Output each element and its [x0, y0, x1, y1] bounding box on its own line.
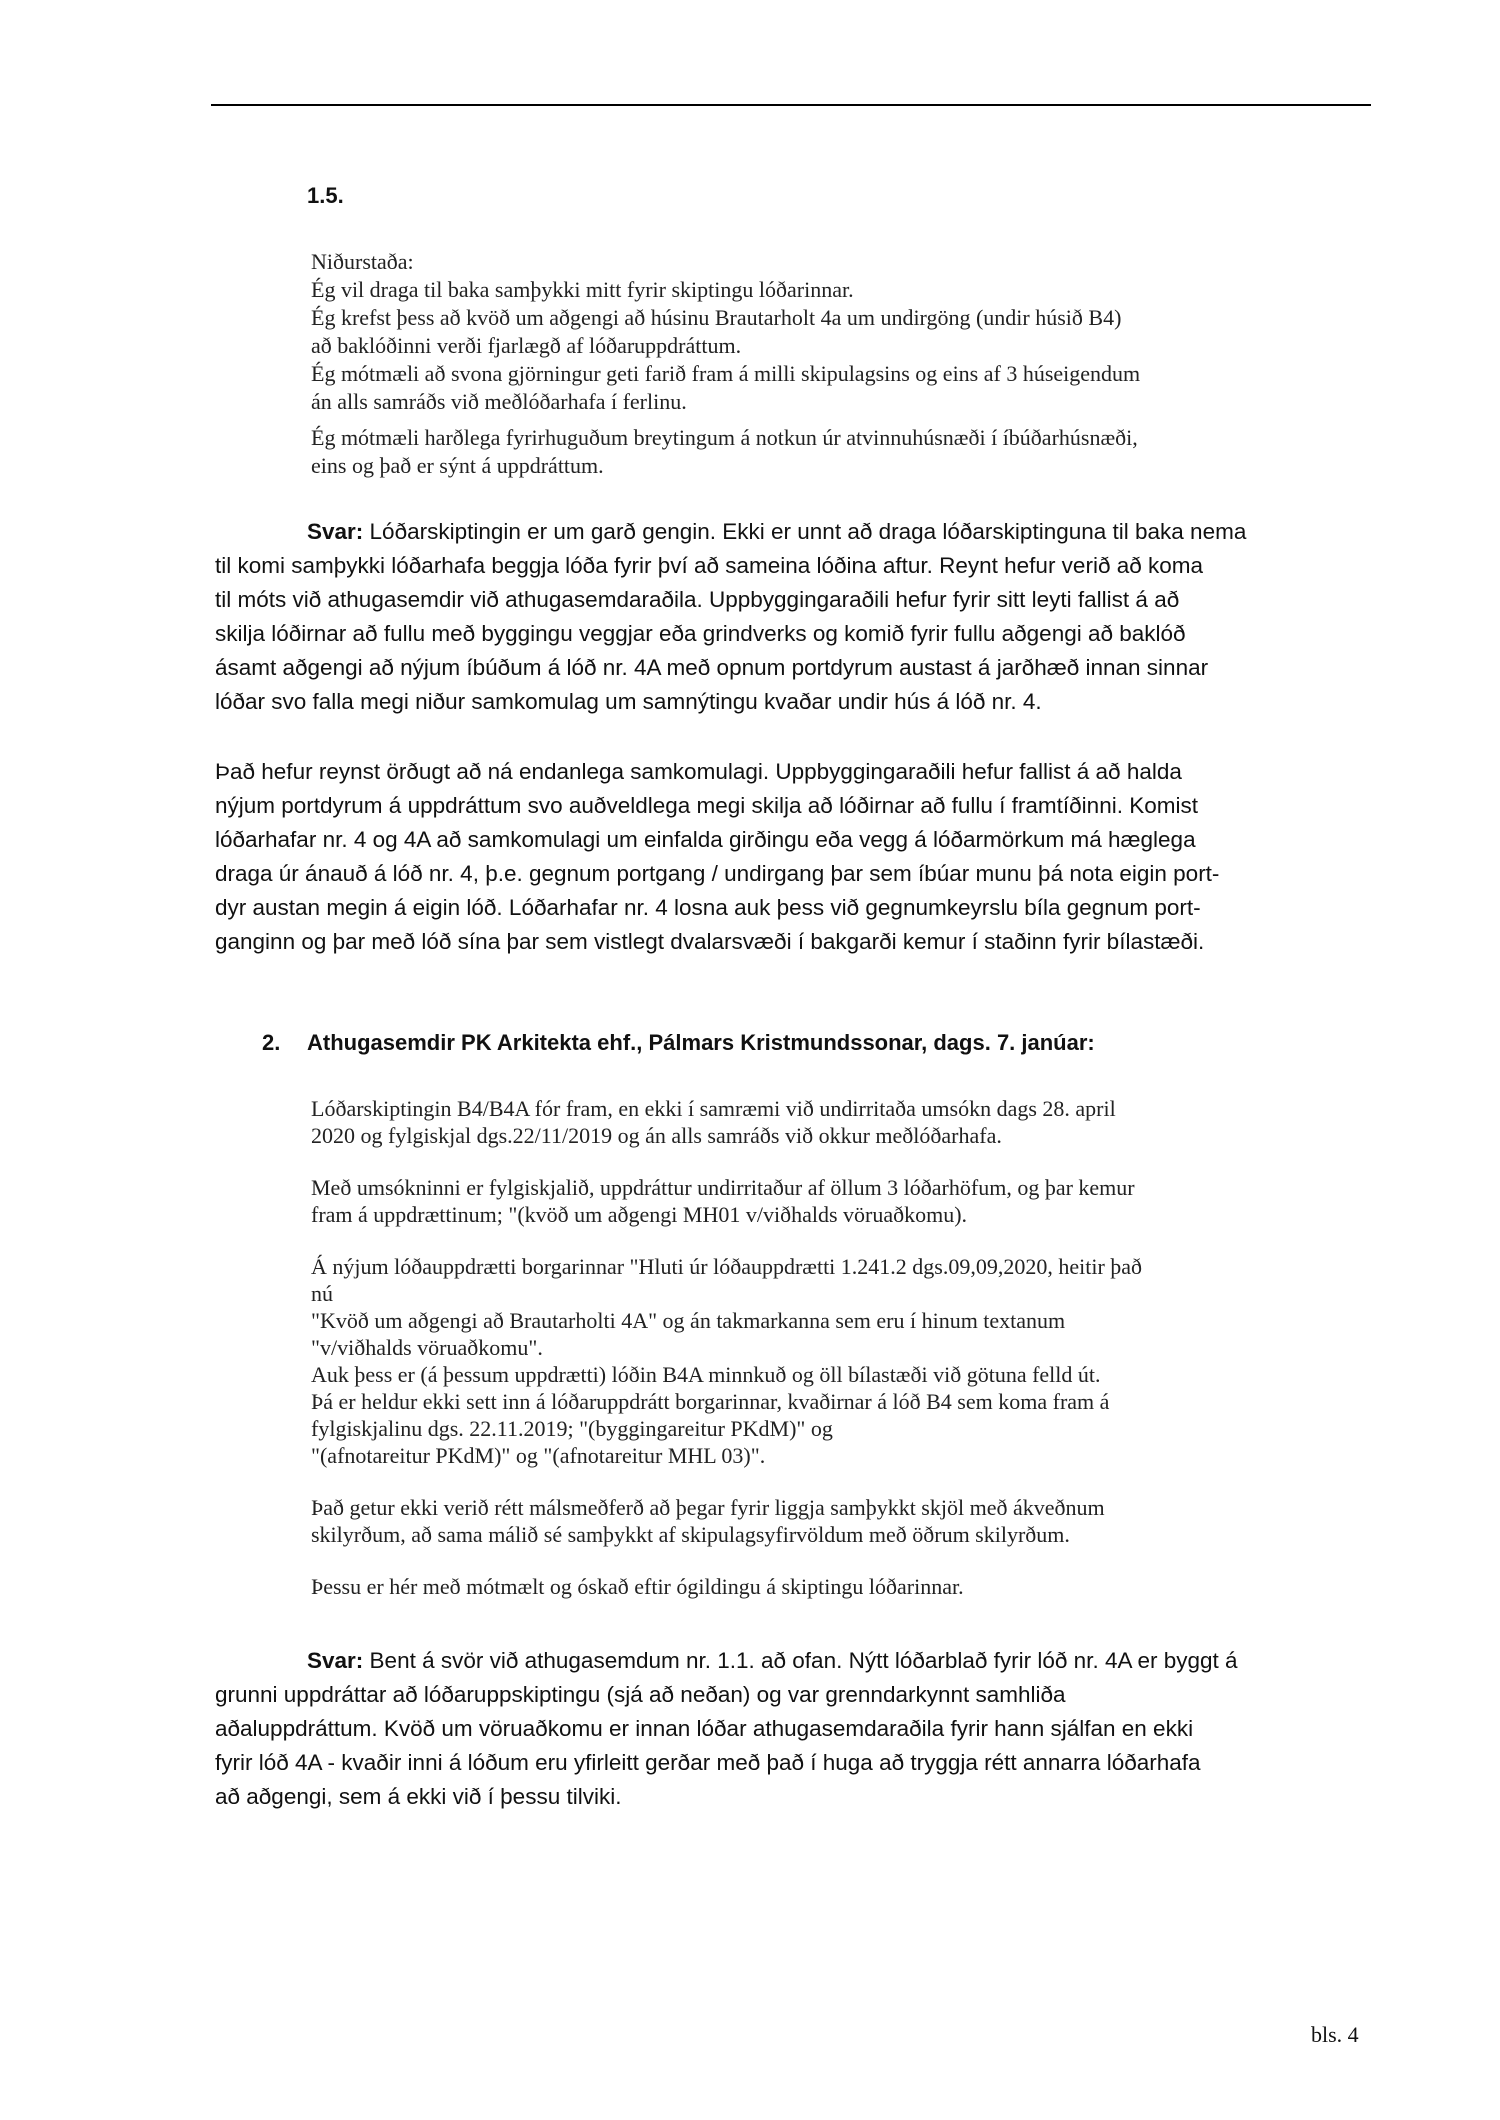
answer-1-5-paragraph-2 — [215, 755, 1219, 959]
answer-label: Svar: — [307, 1648, 364, 1673]
answer-line: aðaluppdráttum. Kvöð um vöruaðkomu er innan lóðar athugasemdaraðila fyrir hann sjálfan en ekki — [215, 1716, 1194, 1741]
quote-line: skilyrðum, að sama málið sé samþykkt af skipulagsyfirvöldum með öðrum skilyrðum. — [311, 1522, 1070, 1547]
answer-1-5 — [215, 515, 1246, 719]
quote-line: Auk þess er (á þessum uppdrætti) lóðin B4A minnkuð og öll bílastæði við götuna felld út. — [311, 1362, 1101, 1387]
quote-line: Á nýjum lóðauppdrætti borgarinnar "Hluti úr lóðauppdrætti 1.241.2 dgs.09,09,2020, heitir það — [311, 1254, 1143, 1279]
section-heading-2 — [262, 1030, 1095, 1056]
page-number: bls. 4 — [1311, 2022, 1359, 2047]
quote-line: "Kvöð um aðgengi að Brautarholti 4A" og án takmarkanna sem eru í hinum textanum — [311, 1308, 1066, 1333]
quote-line: Niðurstaða: — [311, 249, 414, 274]
section-title: Athugasemdir PK Arkitekta ehf., Pálmars Kristmundssonar, dags. 7. janúar: — [307, 1030, 1095, 1055]
header-rule — [211, 104, 1371, 106]
answer-line: til komi samþykki lóðarhafa beggja lóða fyrir því að sameina lóðina aftur. Reynt hefur verið að koma — [215, 553, 1204, 578]
answer-line: draga úr ánauð á lóð nr. 4, þ.e. gegnum portgang / undirgang þar sem íbúar munu þá nota eigin port- — [215, 861, 1220, 886]
quote-line: Þá er heldur ekki sett inn á lóðaruppdrátt borgarinnar, kvaðirnar á lóð B4 sem koma fram á — [311, 1389, 1110, 1414]
quote-line: fylgiskjalinu dgs. 22.11.2019; "(byggingareitur PKdM)" og — [311, 1416, 833, 1441]
answer-line: að aðgengi, sem á ekki við í þessu tilviki. — [215, 1784, 622, 1809]
quote-line: Með umsókninni er fylgiskjalið, uppdráttur undirritaður af öllum 3 lóðarhöfum, og þar kemur — [311, 1175, 1135, 1200]
quote-line: Það getur ekki verið rétt málsmeðferð að þegar fyrir liggja samþykkt skjöl með ákveðnum — [311, 1495, 1105, 1520]
answer-line: grunni uppdráttar að lóðaruppskiptingu (sjá að neðan) og var grenndarkynnt samhliða — [215, 1682, 1066, 1707]
answer-line: fyrir lóð 4A - kvaðir inni á lóðum eru yfirleitt gerðar með það í huga að tryggja rétt annarra lóðarhafa — [215, 1750, 1201, 1775]
section-heading-1-5: 1.5. — [307, 183, 344, 208]
answer-label: Svar: — [307, 519, 364, 544]
quote-line: "v/viðhalds vöruaðkomu". — [311, 1335, 543, 1360]
answer-line: Það hefur reynst örðugt að ná endanlega samkomulagi. Uppbyggingaraðili hefur fallist á að halda — [215, 759, 1182, 784]
quote-line: Ég krefst þess að kvöð um aðgengi að húsinu Brautarholt 4a um undirgöng (undir húsið B4) — [311, 305, 1122, 330]
answer-line: lóðarhafar nr. 4 og 4A að samkomulagi um einfalda girðingu eða vegg á lóðarmörkum má hæglega — [215, 827, 1196, 852]
answer-line: ásamt aðgengi að nýjum íbúðum á lóð nr. 4A með opnum portdyrum austast á jarðhæð innan sinnar — [215, 655, 1209, 680]
quote-line: fram á uppdrættinum; "(kvöð um aðgengi MH01 v/viðhalds vöruaðkomu). — [311, 1202, 968, 1227]
quote-line: Þessu er hér með mótmælt og óskað eftir ógildingu á skiptingu lóðarinnar. — [311, 1574, 964, 1599]
quoted-objection-2 — [311, 1095, 1142, 1600]
quote-line: Ég mótmæli harðlega fyrirhuguðum breytingum á notkun úr atvinnuhúsnæði í íbúðarhúsnæði, — [311, 425, 1138, 450]
quote-line: að baklóðinni verði fjarlægð af lóðaruppdráttum. — [311, 333, 742, 358]
quoted-objection-1-5 — [311, 248, 1140, 480]
quote-line: Lóðarskiptingin B4/B4A fór fram, en ekki í samræmi við undirritaða umsókn dags 28. april — [311, 1096, 1116, 1121]
quote-line: Ég mótmæli að svona gjörningur geti farið fram á milli skipulagsins og eins af 3 húseigendum — [311, 361, 1141, 386]
quote-line: nú — [311, 1281, 333, 1306]
answer-line: skilja lóðirnar að fullu með byggingu veggjar eða grindverks og komið fyrir fullu aðgengi að baklóð — [215, 621, 1186, 646]
quote-line: "(afnotareitur PKdM)" og "(afnotareitur MHL 03)". — [311, 1443, 766, 1468]
quote-line: Ég vil draga til baka samþykki mitt fyrir skiptingu lóðarinnar. — [311, 277, 854, 302]
quote-line: eins og það er sýnt á uppdráttum. — [311, 453, 604, 478]
quote-line: 2020 og fylgiskjal dgs.22/11/2019 og án alls samráðs við okkur meðlóðarhafa. — [311, 1123, 1002, 1148]
answer-line: Bent á svör við athugasemdum nr. 1.1. að ofan. Nýtt lóðarblað fyrir lóð nr. 4A er byggt á — [363, 1648, 1238, 1673]
quote-line: án alls samráðs við meðlóðarhafa í ferlinu. — [311, 389, 687, 414]
section-number: 2. — [262, 1030, 281, 1055]
answer-line: til móts við athugasemdir við athugasemdaraðila. Uppbyggingaraðili hefur fyrir sitt leyti fallist á að — [215, 587, 1180, 612]
answer-2 — [215, 1644, 1238, 1814]
answer-line: ganginn og þar með lóð sína þar sem vistlegt dvalarsvæði í bakgarði kemur í staðinn fyrir bílastæði. — [215, 929, 1205, 954]
answer-line: lóðar svo falla megi niður samkomulag um samnýtingu kvaðar undir hús á lóð nr. 4. — [215, 689, 1042, 714]
answer-line: dyr austan megin á eigin lóð. Lóðarhafar nr. 4 losna auk þess við gegnumkeyrslu bíla gegnum port- — [215, 895, 1201, 920]
answer-line: nýjum portdyrum á uppdráttum svo auðveldlega megi skilja að lóðirnar að fullu í framtíðinni. Komist — [215, 793, 1198, 818]
answer-line: Lóðarskiptingin er um garð gengin. Ekki er unnt að draga lóðarskiptinguna til baka nema — [363, 519, 1247, 544]
